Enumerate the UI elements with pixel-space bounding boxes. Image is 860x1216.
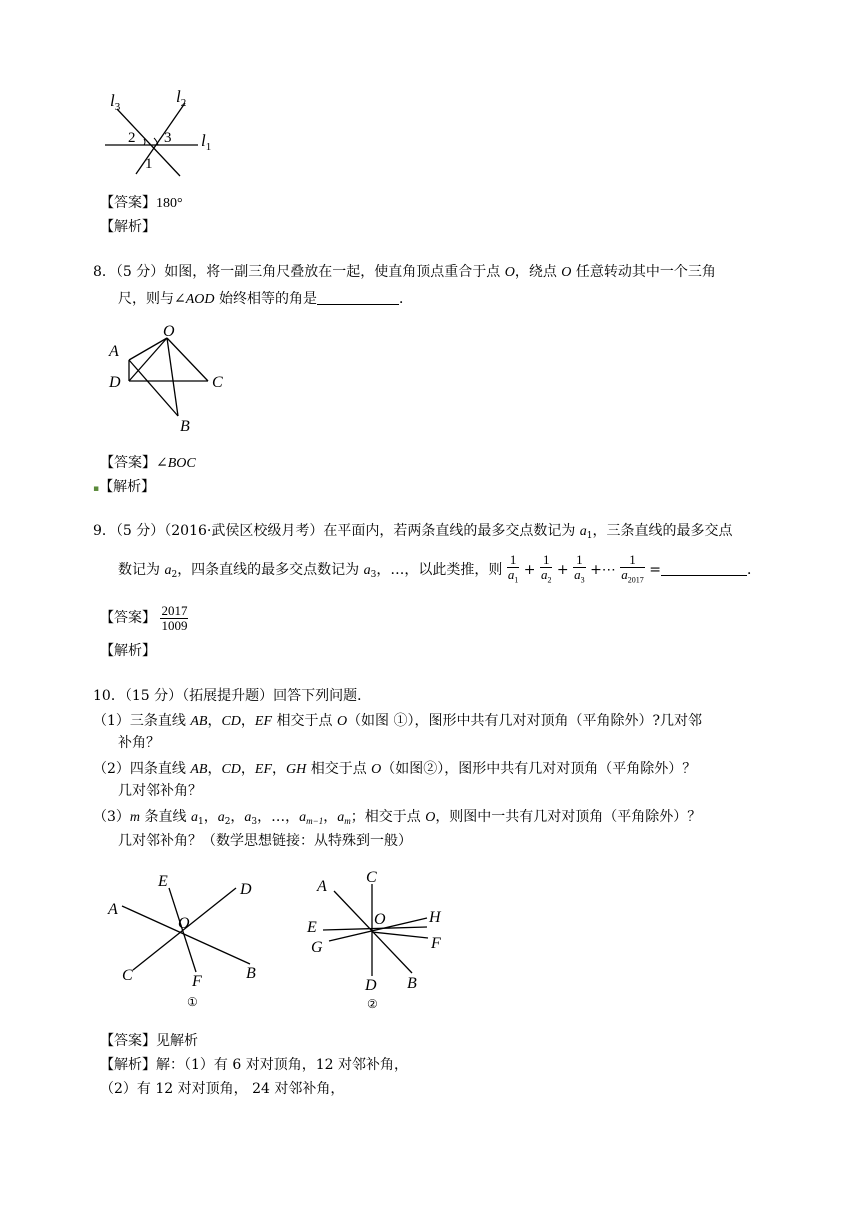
q10-part2-line1: （2）四条直线 AB，CD，EF，GH 相交于点 O（如图②），图形中共有几对对顶角（平角除外）？ bbox=[93, 761, 697, 777]
figure-2-marker: ② bbox=[367, 997, 378, 1011]
q7-analysis: 【解析】 bbox=[100, 219, 156, 235]
label-C: C bbox=[212, 374, 223, 391]
q10-part2-line2: 几对邻补角？ bbox=[118, 783, 202, 799]
q8-analysis: ▪【解析】 bbox=[93, 479, 156, 495]
q10-title: 10．（15 分）（拓展提升题）回答下列问题． bbox=[93, 688, 372, 704]
label-H: H bbox=[429, 909, 441, 926]
label-D: D bbox=[240, 881, 252, 898]
label-E: E bbox=[158, 873, 168, 890]
q9-line2: 数记为 $a_2$，四条直线的最多交点数记为 $a_3$，…，以此类推，则 $\frac{1}{a_1}$ + $\frac{1}{a_2}$ + $\frac{1}{a_3}$ +⋯ $\frac{1}{a_{2017}}$ = ． bbox=[118, 550, 761, 595]
label-l3: $l_3$ bbox=[110, 91, 121, 113]
figure-2-four-lines bbox=[303, 866, 453, 1016]
label-l2: $l_2$ bbox=[176, 87, 187, 109]
label-B: B bbox=[180, 418, 190, 435]
label-D: D bbox=[365, 977, 377, 994]
q10-analysis: 【解析】解：（1）有 6 对对顶角，12 对邻补角， bbox=[100, 1057, 408, 1073]
q8-answer: 【答案】∠BOC bbox=[100, 455, 196, 471]
label-B: B bbox=[407, 975, 417, 992]
label-D: D bbox=[109, 374, 121, 391]
figure-three-lines bbox=[100, 86, 230, 186]
label-O: O bbox=[163, 323, 175, 340]
q9-analysis: 【解析】 bbox=[100, 643, 156, 659]
label-O: O bbox=[178, 915, 190, 932]
figure-1-marker: ① bbox=[187, 995, 198, 1009]
q9-answer: 【答案】 $\frac{2017}{1009}$ bbox=[100, 602, 188, 633]
label-C: C bbox=[366, 869, 377, 886]
frac-1-a1: $\frac{1}{a_1}$ bbox=[507, 553, 520, 588]
q10-part3-line2: 几对邻补角？（数学思想链接：从特殊到一般） bbox=[118, 833, 412, 849]
q10-solution-part2: （2）有 12 对对顶角， 24 对邻补角， bbox=[100, 1081, 345, 1097]
label-angle-3: 3 bbox=[164, 130, 172, 146]
label-O: O bbox=[374, 911, 386, 928]
q9-line1: 9．（5 分）（2016·武侯区校级月考）在平面内，若两条直线的最多交点数记为 $a_1$，三条直线的最多交点 bbox=[93, 523, 733, 541]
q8-line2: 尺，则与∠AOD 始终相等的角是 ． bbox=[118, 291, 413, 307]
frac-1-a2: $\frac{1}{a_2}$ bbox=[540, 553, 553, 588]
q10-part1-line1: （1）三条直线 AB，CD，EF 相交于点 O（如图 ①），图形中共有几对对顶角（平角除外）?几对邻 bbox=[93, 713, 703, 729]
q9-answer-blank bbox=[661, 562, 747, 576]
label-F: F bbox=[431, 935, 441, 952]
q10-part3-line1: （3）m 条直线 $a_1$，$a_2$，$a_3$，…，$a_{m-1}$，$a_m$；相交于点 O，则图中一共有几对对顶角（平角除外）？ bbox=[93, 809, 702, 827]
label-A: A bbox=[108, 901, 118, 918]
label-angle-2: 2 bbox=[128, 130, 136, 146]
q7-answer: 【答案】180° bbox=[100, 195, 183, 211]
frac-1-a2017: $\frac{1}{a_{2017}}$ bbox=[620, 553, 645, 588]
q8-answer-blank bbox=[317, 291, 399, 305]
q9-answer-fraction: $\frac{2017}{1009}$ bbox=[161, 602, 188, 633]
q10-answer: 【答案】见解析 bbox=[100, 1033, 198, 1049]
q8-line1: 8．（5 分）如图，将一副三角尺叠放在一起，使直角顶点重合于点 O，绕点 O 任意转动其中一个三角 bbox=[93, 264, 716, 280]
label-B: B bbox=[246, 965, 256, 982]
label-A: A bbox=[317, 878, 327, 895]
label-E: E bbox=[307, 919, 317, 936]
frac-1-a3: $\frac{1}{a_3}$ bbox=[573, 553, 586, 588]
label-G: G bbox=[311, 939, 323, 956]
label-F: F bbox=[192, 973, 202, 990]
label-angle-1: 1 bbox=[145, 156, 153, 172]
figure-triangle-rulers bbox=[100, 318, 240, 438]
figure-1-three-lines bbox=[100, 866, 275, 1016]
label-l1: $l_1$ bbox=[201, 131, 212, 153]
q10-part1-line2: 补角？ bbox=[118, 735, 160, 751]
label-C: C bbox=[122, 967, 133, 984]
label-A: A bbox=[109, 343, 119, 360]
